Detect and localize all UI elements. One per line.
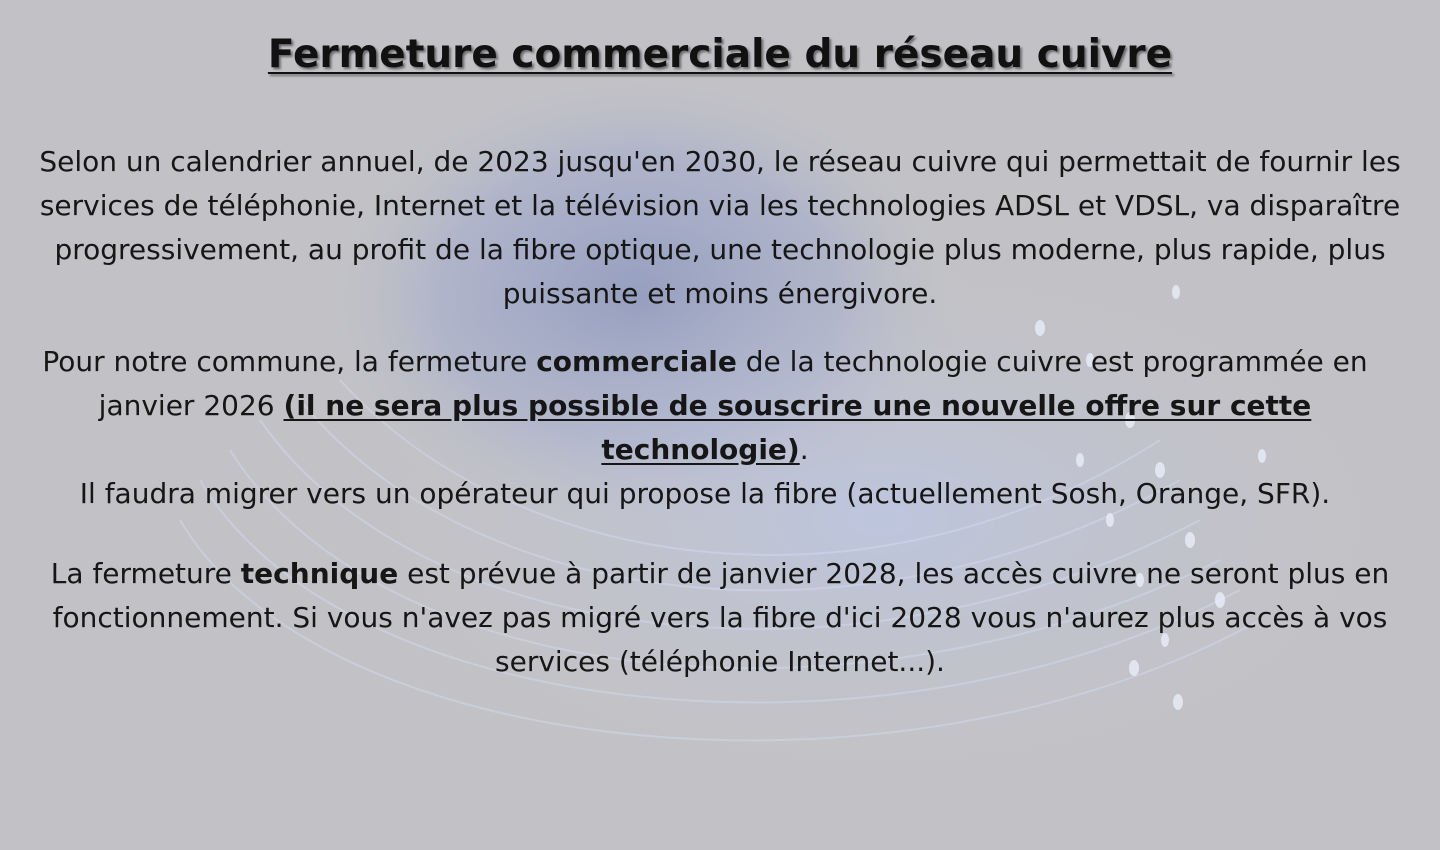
commercial-keyword: commerciale	[536, 345, 737, 378]
paragraph-migrate-operator: Il faudra migrer vers un opérateur qui propose la fibre (actuellement Sosh, Orange, SFR).	[79, 477, 1331, 510]
technical-closure-details: est prévue à partir de janvier 2028, les accès cuivre ne seront plus en fonctionnement. Si vous n'avez pas migré vers la fibre d'ici 2028 vous n'aurez plus accès à vos services (téléphonie Internet...).	[52, 557, 1390, 678]
page-title: Fermeture commerciale du réseau cuivre	[267, 32, 1173, 77]
commercial-closure-date: de la technologie cuivre est programmée en janvier 2026	[98, 345, 1368, 422]
fiber-glow	[320, 240, 1440, 800]
commercial-closure-notice: (il ne sera plus possible de souscrire une nouvelle offre sur cette technologie)	[283, 389, 1312, 466]
paragraph-commercial-closure	[0, 340, 1410, 472]
technical-keyword: technique	[240, 557, 399, 590]
commercial-closure-intro: Pour notre commune, la fermeture	[42, 345, 537, 378]
technical-closure-intro: La fermeture	[50, 557, 241, 590]
commercial-closure-period: .	[799, 433, 809, 466]
paragraph-technical-closure	[10, 552, 1430, 684]
paragraph-copper-network-schedule: Selon un calendrier annuel, de 2023 jusqu'en 2030, le réseau cuivre qui permettait de fournir les services de téléphonie, Internet et la télévision via les technologies ADSL et VDSL, va disparaître progressivement, au profit de la fibre optique, une technologie plus moderne, plus rapide, plus puissante et moins énergivore.	[39, 145, 1401, 310]
